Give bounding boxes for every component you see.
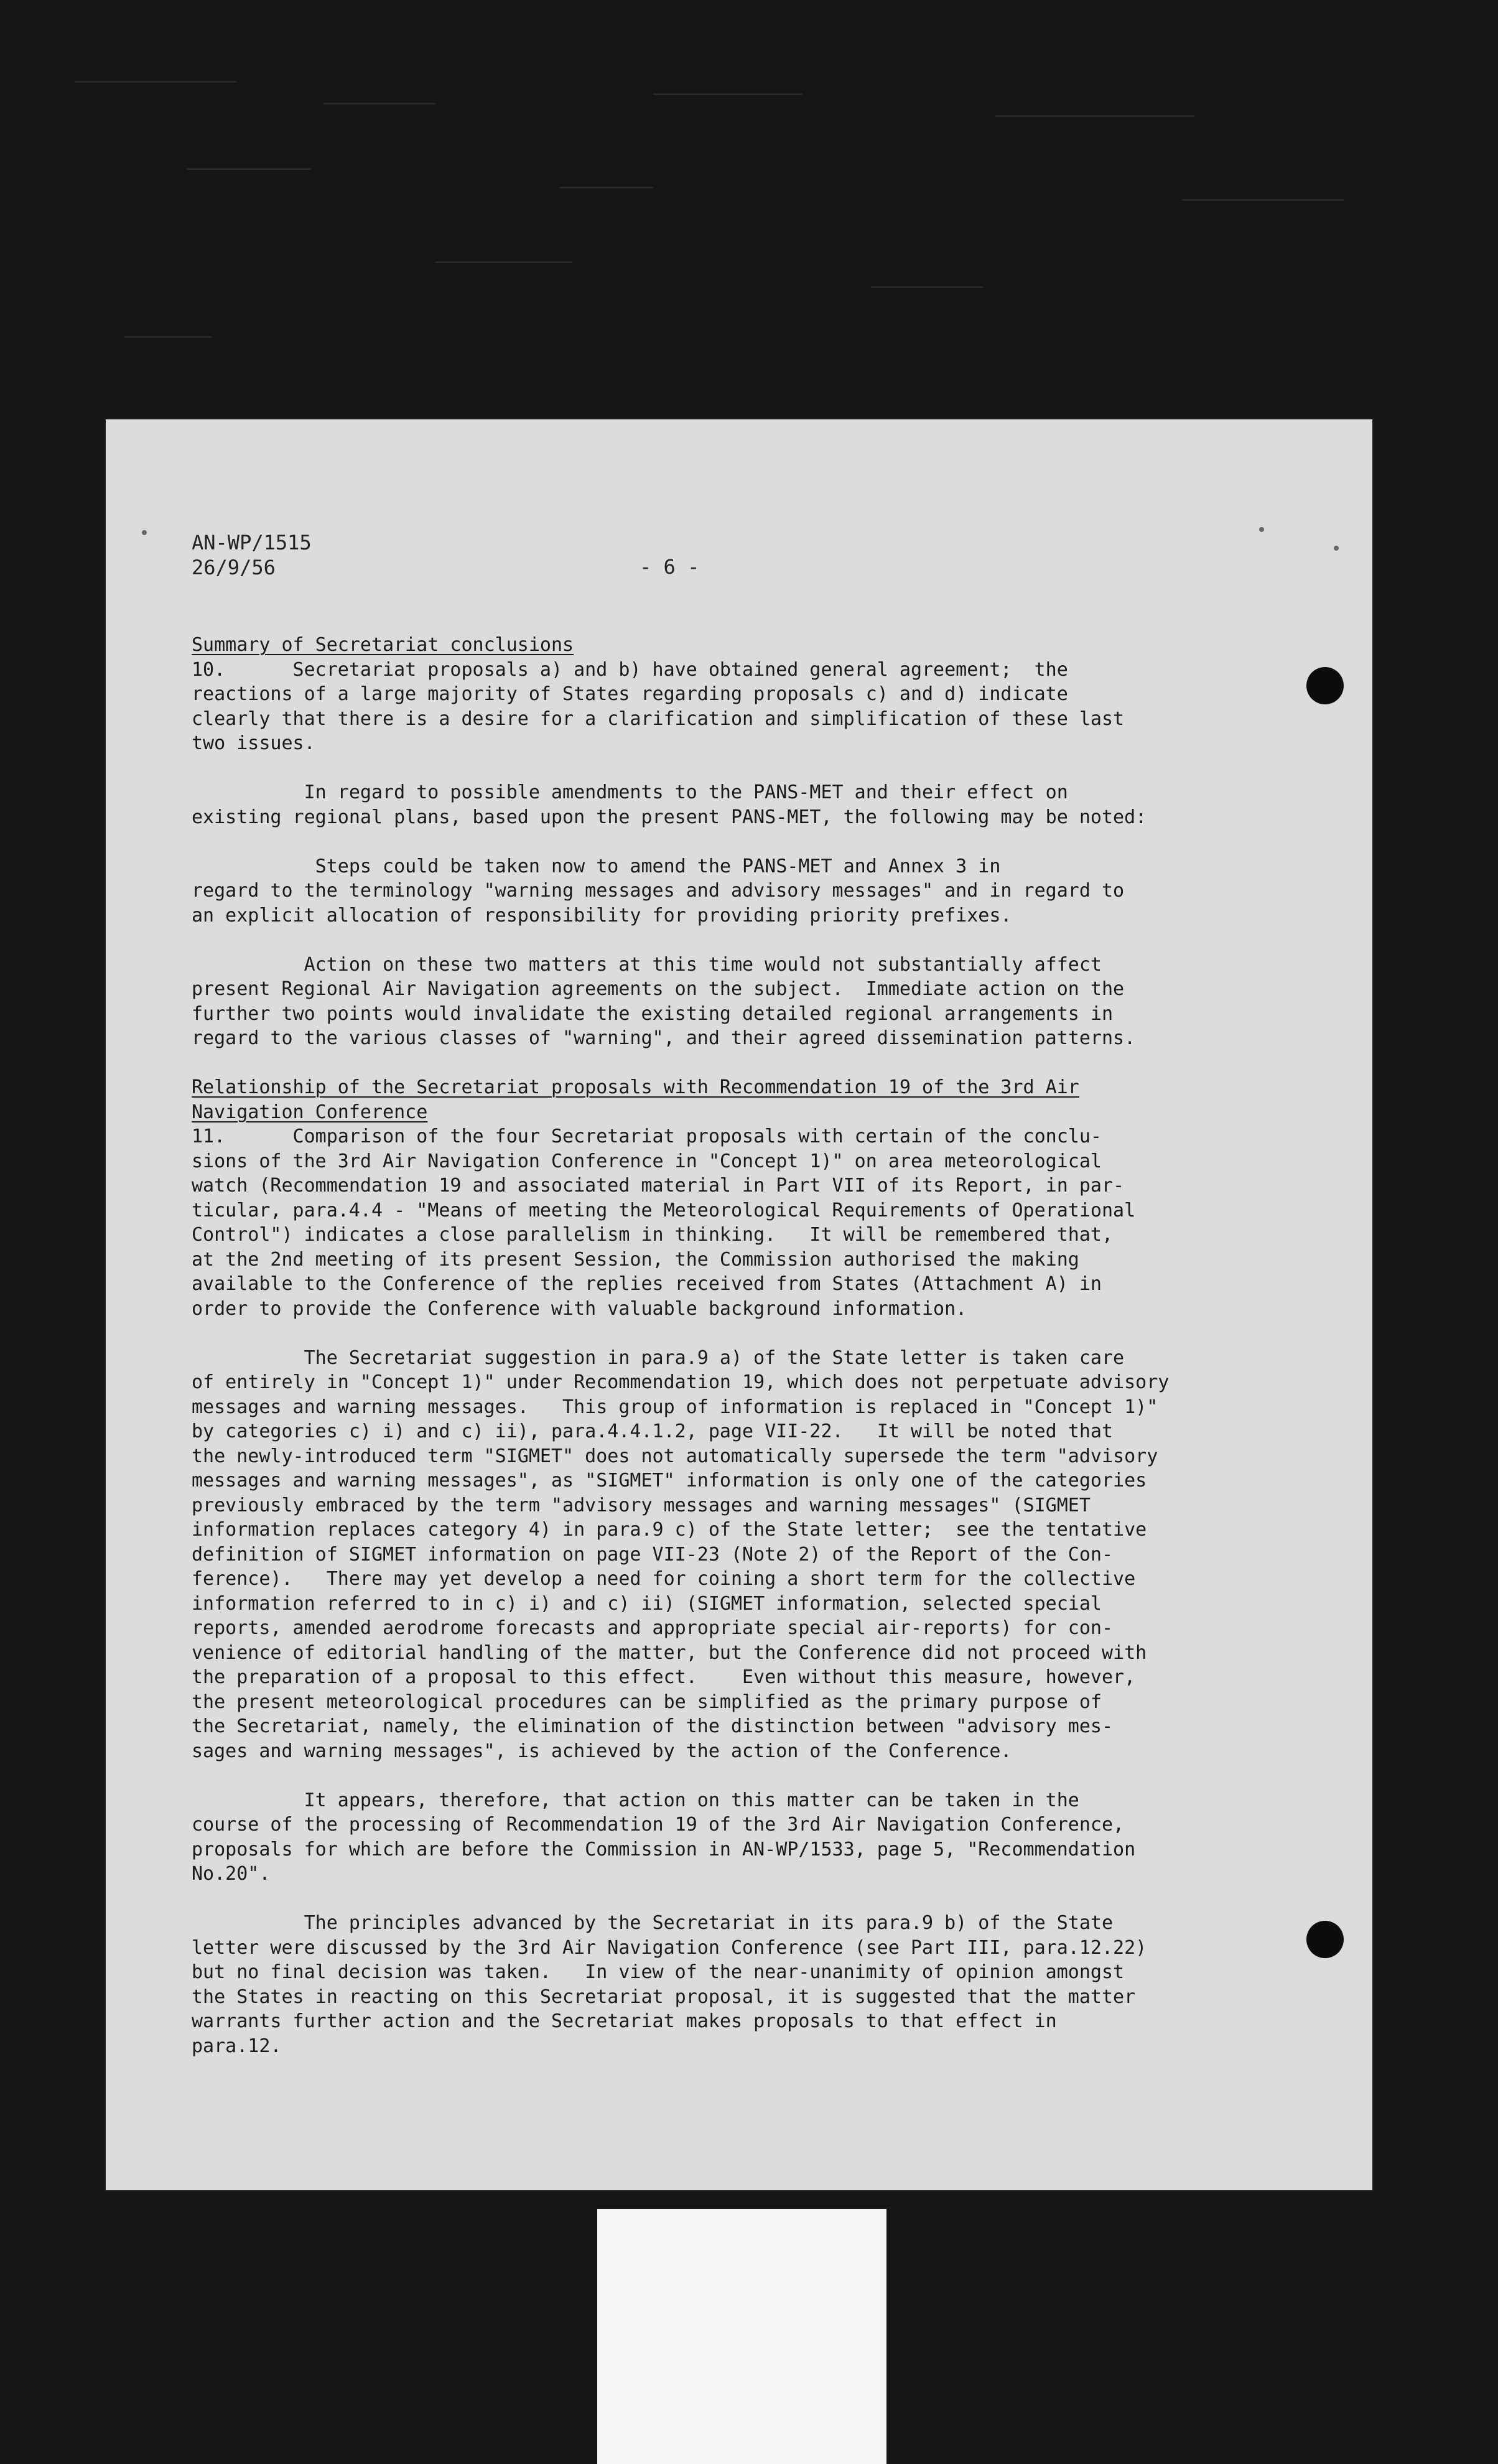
scan-streak	[871, 286, 983, 288]
scan-streak	[1182, 199, 1344, 201]
text-line: an explicit allocation of responsibility for providing priority prefixes.	[192, 904, 1012, 926]
text-line: by categories c) i) and c) ii), para.4.4.1.2, page VII-22. It will be noted that	[192, 1421, 1114, 1442]
text-line: the present meteorological procedures can be simplified as the primary purpose of	[192, 1691, 1102, 1713]
text-line: ference). There may yet develop a need for coining a short term for the collective	[192, 1568, 1136, 1590]
text-line: clearly that there is a desire for a clarification and simplification of these last	[192, 707, 1125, 730]
text-line: information referred to in c) i) and c) ii) (SIGMET information, selected special	[192, 1592, 1102, 1615]
scan-streak	[323, 103, 435, 105]
text-line: reports, amended aerodrome forecasts and appropriate special air-reports) for con-	[192, 1617, 1114, 1639]
text-line: available to the Conference of the replies received from States (Attachment A) in	[192, 1273, 1102, 1295]
text-line: venience of editorial handling of the matter, but the Conference did not proceed with	[192, 1641, 1147, 1664]
text-line: but no final decision was taken. In view of the near-unanimity of opinion amongst	[192, 1961, 1125, 1983]
document-page	[105, 418, 1374, 2191]
text-line: of entirely in "Concept 1)" under Recommendation 19, which does not perpetuate advisory	[192, 1371, 1170, 1393]
text-line: messages and warning messages. This group of information is replaced in "Concept 1)"	[192, 1396, 1158, 1418]
text-line	[192, 1051, 1361, 1076]
scan-speck	[142, 530, 147, 535]
scan-speck	[1259, 527, 1264, 532]
text-line: further two points would invalidate the existing detailed regional arrangements in	[192, 1002, 1114, 1025]
text-line: Action on these two matters at this time would not substantially affect	[192, 953, 1102, 976]
text-line: the Secretariat, namely, the elimination of the distinction between "advisory mes-	[192, 1715, 1114, 1737]
text-line: ticular, para.4.4 - "Means of meeting the Meteorological Requirements of Operational	[192, 1199, 1136, 1221]
text-line	[192, 1887, 1361, 1911]
text-line: sions of the 3rd Air Navigation Conference in "Concept 1)" on area meteorological	[192, 1150, 1102, 1172]
text-line: regard to the terminology "warning messages and advisory messages" and in regard to	[192, 880, 1125, 902]
text-line: existing regional plans, based upon the present PANS-MET, the following may be noted:	[192, 806, 1147, 828]
punch-hole	[1306, 1921, 1344, 1958]
scan-speck	[1334, 546, 1339, 551]
text-line: warrants further action and the Secretariat makes proposals to that effect in	[192, 2010, 1057, 2032]
text-line: regard to the various classes of "warning", and their agreed dissemination patterns.	[192, 1027, 1136, 1049]
document-date: 26/9/56	[192, 556, 276, 579]
document-header	[192, 530, 312, 580]
text-line: messages and warning messages", as "SIGMET" information is only one of the categories	[192, 1470, 1147, 1491]
section-heading-continued: Navigation Conference	[192, 1101, 428, 1123]
text-line: It appears, therefore, that action on this matter can be taken in the	[192, 1789, 1079, 1811]
text-line	[192, 829, 1361, 854]
section-heading: Relationship of the Secretariat proposals with Recommendation 19 of the 3rd Air	[192, 1076, 1079, 1098]
text-line: course of the processing of Recommendation 19 of the 3rd Air Navigation Conference,	[192, 1814, 1125, 1836]
scan-streak	[653, 93, 802, 95]
text-line: at the 2nd meeting of its present Session, the Commission authorised the making	[192, 1248, 1079, 1271]
text-line: 10. Secretariat proposals a) and b) have obtained general agreement; the	[192, 658, 1068, 681]
text-line: Control") indicates a close parallelism in thinking. It will be remembered that,	[192, 1224, 1114, 1246]
text-line: para.12.	[192, 2035, 282, 2057]
document-body	[192, 633, 1361, 2058]
document-reference: AN-WP/1515	[192, 531, 312, 554]
scan-streak	[995, 115, 1194, 117]
page-number: - 6 -	[640, 555, 700, 579]
white-card	[597, 2209, 886, 2464]
text-line: In regard to possible amendments to the PANS-MET and their effect on	[192, 782, 1068, 803]
text-line: two issues.	[192, 732, 315, 754]
text-line: the States in reacting on this Secretariat proposal, it is suggested that the matter	[192, 1986, 1136, 2008]
text-line: watch (Recommendation 19 and associated material in Part VII of its Report, in par-	[192, 1175, 1125, 1197]
text-line: The principles advanced by the Secretariat in its para.9 b) of the State	[192, 1912, 1114, 1934]
text-line	[192, 1763, 1361, 1788]
text-line: present Regional Air Navigation agreements on the subject. Immediate action on the	[192, 978, 1125, 1000]
scan-streak	[435, 261, 572, 263]
section-heading: Summary of Secretariat conclusions	[192, 634, 574, 656]
text-line: The Secretariat suggestion in para.9 a) of the State letter is taken care	[192, 1346, 1125, 1369]
text-line: the preparation of a proposal to this effect. Even without this measure, however,	[192, 1666, 1136, 1688]
scan-streak	[75, 81, 236, 83]
punch-hole	[1306, 667, 1344, 704]
text-line: 11. Comparison of the four Secretariat proposals with certain of the conclu-	[192, 1126, 1102, 1147]
scan-streak	[187, 168, 311, 170]
text-line: letter were discussed by the 3rd Air Navigation Conference (see Part III, para.12.22)	[192, 1936, 1147, 1959]
scan-streak	[124, 336, 212, 338]
text-line: the newly-introduced term "SIGMET" does not automatically supersede the term "advisory	[192, 1445, 1158, 1467]
text-line: information replaces category 4) in para.9 c) of the State letter; see the tentative	[192, 1519, 1147, 1541]
text-line: reactions of a large majority of States regarding proposals c) and d) indicate	[192, 683, 1068, 705]
text-line	[192, 756, 1361, 781]
text-line: No.20".	[192, 1863, 271, 1885]
text-line: order to provide the Conference with valuable background information.	[192, 1297, 967, 1320]
text-line: proposals for which are before the Commission in AN-WP/1533, page 5, "Recommendation	[192, 1838, 1136, 1860]
scan-streak	[560, 187, 653, 189]
text-line	[192, 928, 1361, 953]
text-line: definition of SIGMET information on page VII-23 (Note 2) of the Report of the Con-	[192, 1543, 1114, 1566]
text-line: Steps could be taken now to amend the PANS-MET and Annex 3 in	[192, 855, 1001, 877]
text-line: previously embraced by the term "advisory messages and warning messages" (SIGMET	[192, 1494, 1091, 1516]
text-line: sages and warning messages", is achieved by the action of the Conference.	[192, 1740, 1012, 1762]
text-line	[192, 1321, 1361, 1346]
